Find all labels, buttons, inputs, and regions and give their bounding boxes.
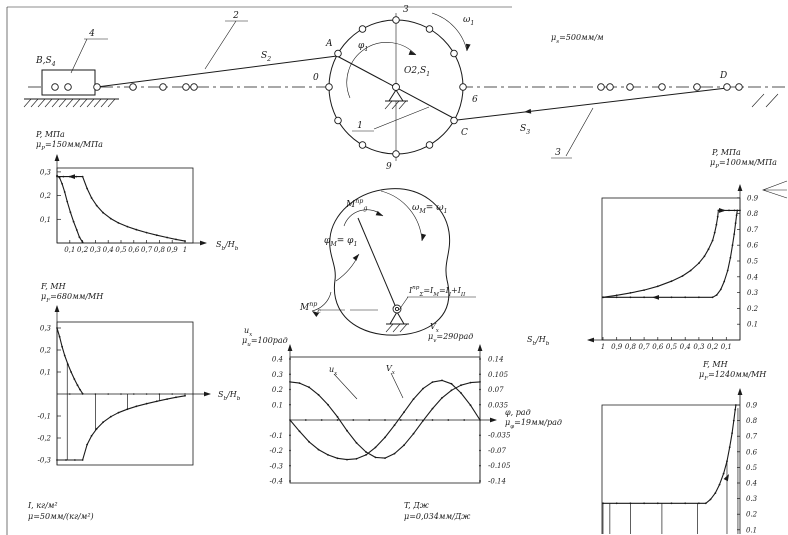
right-p-frame (602, 198, 740, 340)
svg-text:0,8: 0,8 (624, 343, 636, 351)
inertia-scale: μ=50мм/(кг/м²) (28, 512, 94, 521)
svg-text:0.6: 0.6 (747, 241, 759, 250)
svg-text:0.7: 0.7 (746, 432, 758, 441)
svg-text:-0.035: -0.035 (488, 431, 511, 440)
link3-label: 3 (555, 148, 561, 158)
svg-text:1: 1 (600, 343, 606, 351)
svg-text:0.1: 0.1 (746, 526, 758, 535)
right-p-xlabel: $S_b/H_b$ (527, 335, 550, 347)
svg-text:0,4: 0,4 (102, 246, 114, 254)
svg-text:0,3: 0,3 (39, 168, 51, 177)
svg-text:0.035: 0.035 (488, 401, 509, 410)
pos0-label: 0 (313, 73, 319, 83)
right-p-axes (588, 185, 740, 340)
pos6-label: 6 (472, 95, 478, 105)
svg-text:0.3: 0.3 (746, 495, 758, 504)
dynamic-model (312, 189, 476, 335)
mid-right-scale: $\mu_v=290рад$ (428, 332, 474, 344)
svg-text:0,2: 0,2 (77, 246, 89, 254)
svg-text:0.4: 0.4 (746, 479, 758, 488)
svg-text:-0.1: -0.1 (269, 431, 283, 440)
svg-text:0.1: 0.1 (271, 401, 283, 410)
svg-text:0.1: 0.1 (747, 320, 759, 329)
svg-text:-0.14: -0.14 (488, 477, 506, 486)
svg-text:1: 1 (182, 246, 188, 254)
model-support-triangle (390, 312, 404, 324)
chart-left-force (38, 305, 212, 465)
point-c-label: C (461, 128, 468, 138)
svg-text:0.14: 0.14 (488, 355, 504, 364)
svg-text:0,5: 0,5 (115, 246, 127, 254)
svg-text:0.2: 0.2 (746, 510, 758, 519)
svg-text:0,2: 0,2 (39, 346, 51, 355)
omega1-label: $\omega_1$ (463, 15, 475, 27)
slider-label: $B,S_4$ (36, 56, 56, 68)
svg-text:0,1: 0,1 (39, 368, 51, 377)
svg-text:0.3: 0.3 (747, 289, 759, 298)
svg-text:0.4: 0.4 (747, 273, 759, 282)
svg-text:0.5: 0.5 (747, 257, 759, 266)
chart-right-force (602, 388, 758, 534)
mid-x-scale: $\mu_\varphi=19мм$/рад (505, 418, 562, 430)
svg-text:0.3: 0.3 (271, 370, 283, 379)
svg-text:0,4: 0,4 (679, 343, 691, 351)
left-f-xlabel: $S_b/H_b$ (218, 390, 241, 402)
link-2-rod (97, 56, 337, 87)
s2-label: $S_2$ (261, 51, 272, 63)
left-p-scale: $\mu_P=150мм$/МПа (36, 140, 103, 152)
omega-eq-label: $\omega_M= \omega_1$ (412, 203, 448, 215)
link-3-rod (457, 88, 727, 120)
model-pivot-pin-inner (395, 307, 398, 310)
point-d-label: D (720, 71, 728, 81)
pos9-label: 9 (386, 162, 392, 172)
m-resist-label: $M^{пр}_c$ (300, 301, 321, 315)
svg-text:-0.07: -0.07 (488, 446, 506, 455)
svg-text:0,6: 0,6 (652, 343, 664, 351)
mid-curve-leaders (334, 373, 403, 399)
svg-text:0,3: 0,3 (693, 343, 705, 351)
svg-text:-0,3: -0,3 (37, 456, 51, 465)
link1-label: 1 (357, 121, 363, 131)
center-label: $O2,S_1$ (404, 66, 431, 78)
work-title: T, Дж (404, 501, 429, 510)
link4-leader (71, 39, 108, 73)
right-f-scale: $\mu_F=1240мм/МН$ (699, 370, 767, 382)
mid-left-scale: $\mu_u=100рад$ (242, 336, 288, 348)
right-f-frame (602, 389, 740, 534)
svg-text:0,3: 0,3 (39, 324, 51, 333)
svg-text:-0.4: -0.4 (269, 477, 283, 486)
svg-text:-0.105: -0.105 (488, 462, 511, 471)
length-scale-label: $\mu_s=500мм/м$ (551, 33, 604, 45)
right-p-title: P, МПа (712, 148, 741, 157)
svg-text:0,6: 0,6 (128, 246, 140, 254)
m-drive-label: $M^{пр}_g$ (346, 198, 368, 212)
right-f-title: F, МН (703, 360, 728, 369)
svg-text:0,8: 0,8 (153, 246, 165, 254)
edge-arrow-icon (763, 181, 787, 198)
mid-left-title: $u_x$ (244, 326, 253, 338)
pos3-label: 3 (403, 5, 409, 15)
svg-text:0.9: 0.9 (746, 401, 758, 410)
svg-text:0.8: 0.8 (746, 417, 758, 426)
link4-label: 4 (89, 29, 95, 39)
svg-text:0,1: 0,1 (64, 246, 76, 254)
svg-text:0.6: 0.6 (746, 448, 758, 457)
right-p-scale: $\mu_P=100мм$/МПа (710, 158, 777, 170)
svg-text:0,1: 0,1 (39, 215, 51, 224)
model-arm (358, 218, 397, 310)
svg-text:-0,1: -0,1 (37, 412, 51, 421)
svg-text:0,5: 0,5 (665, 343, 678, 351)
svg-text:-0.2: -0.2 (269, 447, 283, 455)
svg-text:0,9: 0,9 (166, 246, 178, 254)
phi1-label: $\varphi_1$ (358, 41, 369, 53)
omega-m-arc (381, 191, 422, 241)
inertia-title: I, кг/м² (28, 501, 58, 510)
svg-text:0.105: 0.105 (488, 370, 509, 379)
chart-left-pressure (40, 154, 207, 254)
svg-text:-0.3: -0.3 (269, 462, 283, 471)
link2-label: 2 (233, 11, 239, 21)
mid-right-title: $V_x$ (430, 322, 439, 334)
svg-text:0.8: 0.8 (747, 210, 759, 219)
work-scale: μ=0,034мм/Дж (404, 512, 471, 521)
crank-pivot-pin (393, 84, 400, 91)
svg-text:0,7: 0,7 (638, 343, 650, 351)
svg-text:0,2: 0,2 (39, 192, 51, 201)
mid-v-curve-label: $V_x$ (386, 364, 395, 376)
svg-text:0,3: 0,3 (89, 246, 101, 254)
svg-text:0,2: 0,2 (707, 343, 719, 351)
left-p-title: P, МПа (36, 130, 65, 139)
svg-text:0,7: 0,7 (141, 246, 153, 254)
mechanism-schematic (24, 13, 787, 332)
left-f-axes (57, 306, 210, 465)
mid-xlabel: φ, рад (505, 408, 531, 417)
m-drive-arc (344, 210, 383, 226)
svg-text:0.4: 0.4 (271, 355, 283, 364)
link2-leader (205, 21, 248, 69)
inertia-eq-label: $I^{пр}_\Sigma=I_M=I_I+I_{II}$ (409, 285, 466, 298)
left-p-xlabel: $S_b/H_b$ (216, 240, 239, 252)
svg-text:0.5: 0.5 (746, 463, 758, 472)
chart-right-pressure (587, 184, 759, 351)
slider-block (42, 70, 95, 95)
svg-text:0.2: 0.2 (271, 386, 283, 394)
svg-text:0.9: 0.9 (747, 194, 759, 203)
svg-text:0.07: 0.07 (488, 386, 504, 395)
ground-hatch-right (752, 94, 778, 107)
svg-text:0.2: 0.2 (747, 304, 759, 313)
svg-text:0.7: 0.7 (747, 225, 759, 234)
mid-u-curve-label: $u_x$ (329, 365, 338, 377)
s3-label: $S_3$ (520, 124, 531, 136)
svg-text:0,1: 0,1 (720, 343, 732, 351)
left-f-scale: $\mu_F=680мм/МН$ (41, 292, 104, 304)
svg-text:-0,2: -0,2 (37, 434, 51, 443)
phi-eq-label: $\varphi_M= \varphi_1$ (324, 236, 358, 248)
svg-text:0,9: 0,9 (611, 343, 623, 351)
left-f-title: F, МН (41, 282, 66, 291)
mid-axes (290, 345, 496, 483)
inertia-leader (399, 297, 476, 310)
point-a-label: A (326, 39, 333, 49)
